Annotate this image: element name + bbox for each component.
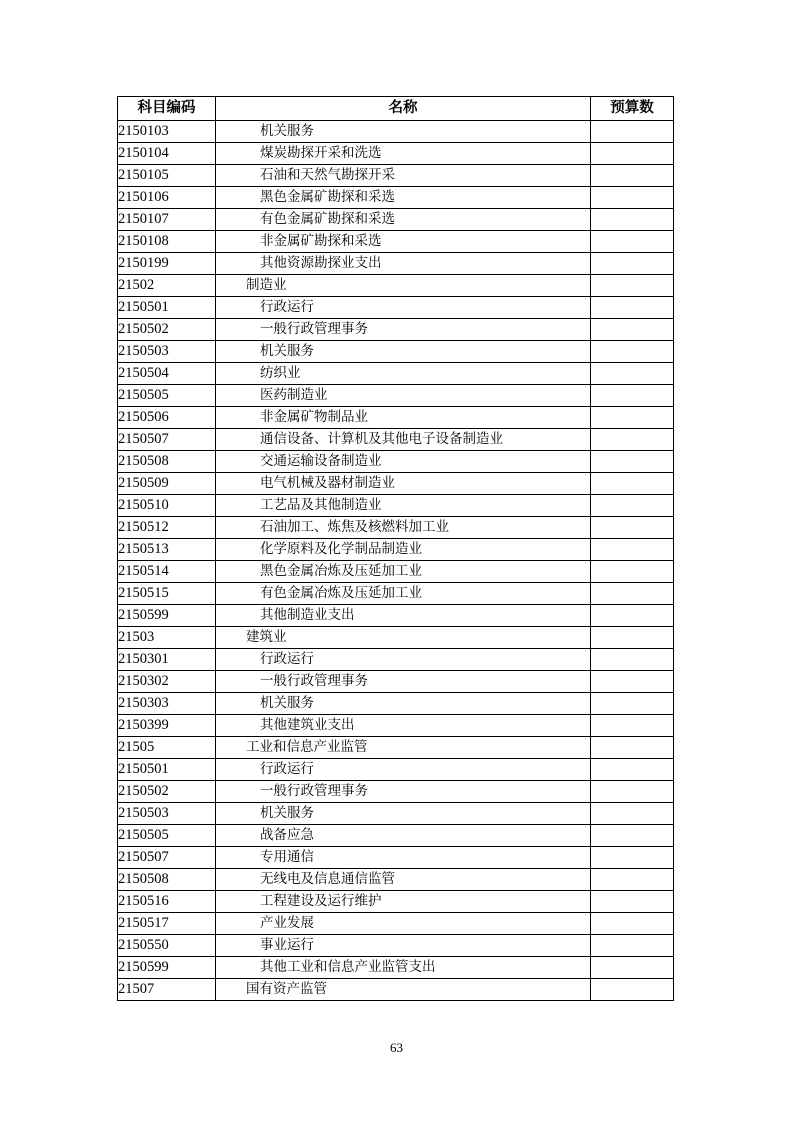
header-row xyxy=(118,97,674,121)
table-row xyxy=(118,143,674,165)
row-code: 2150502 xyxy=(118,319,216,341)
table-row xyxy=(118,341,674,363)
row-name: 战备应急 xyxy=(216,825,591,847)
row-amount xyxy=(591,429,674,451)
row-name: 交通运输设备制造业 xyxy=(216,451,591,473)
table-row xyxy=(118,781,674,803)
table-row xyxy=(118,649,674,671)
row-code: 2150505 xyxy=(118,825,216,847)
row-amount xyxy=(591,165,674,187)
row-amount xyxy=(591,671,674,693)
row-name: 行政运行 xyxy=(216,649,591,671)
row-amount xyxy=(591,957,674,979)
row-amount xyxy=(591,649,674,671)
row-name: 煤炭勘探开采和洗选 xyxy=(216,143,591,165)
row-amount xyxy=(591,319,674,341)
row-amount xyxy=(591,869,674,891)
row-code: 2150503 xyxy=(118,803,216,825)
table-row xyxy=(118,209,674,231)
row-code: 2150504 xyxy=(118,363,216,385)
row-code: 2150302 xyxy=(118,671,216,693)
row-name: 其他资源勘探业支出 xyxy=(216,253,591,275)
row-name: 专用通信 xyxy=(216,847,591,869)
row-amount xyxy=(591,825,674,847)
row-code: 2150508 xyxy=(118,869,216,891)
row-name: 化学原料及化学制品制造业 xyxy=(216,539,591,561)
row-name: 行政运行 xyxy=(216,297,591,319)
row-amount xyxy=(591,737,674,759)
row-amount xyxy=(591,231,674,253)
table-row xyxy=(118,231,674,253)
row-code: 21502 xyxy=(118,275,216,297)
page-number: 63 xyxy=(390,1040,403,1055)
row-name: 其他工业和信息产业监管支出 xyxy=(216,957,591,979)
row-amount xyxy=(591,605,674,627)
row-amount xyxy=(591,539,674,561)
table-row xyxy=(118,803,674,825)
row-amount xyxy=(591,781,674,803)
table-row xyxy=(118,165,674,187)
row-amount xyxy=(591,847,674,869)
table-row xyxy=(118,935,674,957)
table-row xyxy=(118,363,674,385)
header-code: 科目编码 xyxy=(118,97,216,121)
row-name: 机关服务 xyxy=(216,341,591,363)
row-code: 2150501 xyxy=(118,759,216,781)
row-amount xyxy=(591,693,674,715)
table-row xyxy=(118,759,674,781)
row-amount xyxy=(591,715,674,737)
table-row xyxy=(118,187,674,209)
row-code: 2150399 xyxy=(118,715,216,737)
row-amount xyxy=(591,121,674,143)
row-name: 行政运行 xyxy=(216,759,591,781)
row-code: 2150303 xyxy=(118,693,216,715)
row-code: 2150301 xyxy=(118,649,216,671)
table-row xyxy=(118,297,674,319)
row-name: 机关服务 xyxy=(216,803,591,825)
row-amount xyxy=(591,473,674,495)
row-amount xyxy=(591,891,674,913)
table-row xyxy=(118,429,674,451)
row-amount xyxy=(591,253,674,275)
table-row xyxy=(118,847,674,869)
row-code: 2150502 xyxy=(118,781,216,803)
row-name: 有色金属冶炼及压延加工业 xyxy=(216,583,591,605)
row-code: 2150508 xyxy=(118,451,216,473)
row-code: 2150510 xyxy=(118,495,216,517)
row-amount xyxy=(591,385,674,407)
row-code: 2150199 xyxy=(118,253,216,275)
row-amount xyxy=(591,451,674,473)
row-name: 医药制造业 xyxy=(216,385,591,407)
row-name: 非金属矿物制品业 xyxy=(216,407,591,429)
row-code: 2150505 xyxy=(118,385,216,407)
row-name: 一般行政管理事务 xyxy=(216,781,591,803)
table-row xyxy=(118,407,674,429)
row-amount xyxy=(591,143,674,165)
row-name: 黑色金属矿勘探和采选 xyxy=(216,187,591,209)
row-name: 黑色金属冶炼及压延加工业 xyxy=(216,561,591,583)
row-name: 事业运行 xyxy=(216,935,591,957)
row-code: 2150507 xyxy=(118,429,216,451)
row-name: 一般行政管理事务 xyxy=(216,319,591,341)
row-code: 2150515 xyxy=(118,583,216,605)
table-row xyxy=(118,495,674,517)
row-name: 无线电及信息通信监管 xyxy=(216,869,591,891)
row-code: 2150103 xyxy=(118,121,216,143)
row-code: 21503 xyxy=(118,627,216,649)
table-row xyxy=(118,385,674,407)
row-name: 石油和天然气勘探开采 xyxy=(216,165,591,187)
table-row xyxy=(118,737,674,759)
row-code: 21505 xyxy=(118,737,216,759)
budget-table xyxy=(117,96,674,1001)
header-name: 名称 xyxy=(216,97,591,121)
table-header xyxy=(118,97,674,121)
row-name: 制造业 xyxy=(216,275,591,297)
row-name: 工程建设及运行维护 xyxy=(216,891,591,913)
table-row xyxy=(118,957,674,979)
row-name: 建筑业 xyxy=(216,627,591,649)
row-code: 2150106 xyxy=(118,187,216,209)
row-name: 有色金属矿勘探和采选 xyxy=(216,209,591,231)
table-row xyxy=(118,671,674,693)
row-name: 机关服务 xyxy=(216,693,591,715)
row-code: 2150108 xyxy=(118,231,216,253)
row-name: 通信设备、计算机及其他电子设备制造业 xyxy=(216,429,591,451)
table-row xyxy=(118,517,674,539)
row-code: 2150514 xyxy=(118,561,216,583)
table-row xyxy=(118,275,674,297)
row-code: 2150550 xyxy=(118,935,216,957)
table-row xyxy=(118,253,674,275)
row-name: 其他制造业支出 xyxy=(216,605,591,627)
row-code: 2150506 xyxy=(118,407,216,429)
table-row xyxy=(118,627,674,649)
row-name: 机关服务 xyxy=(216,121,591,143)
row-amount xyxy=(591,517,674,539)
table-row xyxy=(118,583,674,605)
table-row xyxy=(118,561,674,583)
header-amount: 预算数 xyxy=(591,97,674,121)
table-row xyxy=(118,121,674,143)
row-code: 2150599 xyxy=(118,957,216,979)
table-row xyxy=(118,715,674,737)
row-name: 纺织业 xyxy=(216,363,591,385)
row-code: 2150503 xyxy=(118,341,216,363)
row-code: 2150512 xyxy=(118,517,216,539)
row-amount xyxy=(591,979,674,1001)
table-body xyxy=(118,121,674,1001)
row-amount xyxy=(591,583,674,605)
row-name: 其他建筑业支出 xyxy=(216,715,591,737)
row-name: 非金属矿勘探和采选 xyxy=(216,231,591,253)
row-name: 一般行政管理事务 xyxy=(216,671,591,693)
row-amount xyxy=(591,495,674,517)
row-name: 工业和信息产业监管 xyxy=(216,737,591,759)
row-name: 产业发展 xyxy=(216,913,591,935)
row-amount xyxy=(591,275,674,297)
row-code: 2150517 xyxy=(118,913,216,935)
table-row xyxy=(118,891,674,913)
table-row xyxy=(118,693,674,715)
row-amount xyxy=(591,209,674,231)
row-amount xyxy=(591,759,674,781)
row-amount xyxy=(591,187,674,209)
table-row xyxy=(118,451,674,473)
row-code: 2150507 xyxy=(118,847,216,869)
row-amount xyxy=(591,627,674,649)
row-code: 2150501 xyxy=(118,297,216,319)
row-amount xyxy=(591,363,674,385)
row-code: 2150509 xyxy=(118,473,216,495)
row-amount xyxy=(591,803,674,825)
table-row xyxy=(118,979,674,1001)
row-name: 石油加工、炼焦及核燃料加工业 xyxy=(216,517,591,539)
row-code: 21507 xyxy=(118,979,216,1001)
row-code: 2150105 xyxy=(118,165,216,187)
row-amount xyxy=(591,297,674,319)
row-amount xyxy=(591,561,674,583)
row-code: 2150516 xyxy=(118,891,216,913)
row-amount xyxy=(591,913,674,935)
row-name: 电气机械及器材制造业 xyxy=(216,473,591,495)
row-code: 2150107 xyxy=(118,209,216,231)
row-code: 2150513 xyxy=(118,539,216,561)
row-amount xyxy=(591,407,674,429)
row-code: 2150599 xyxy=(118,605,216,627)
table-row xyxy=(118,473,674,495)
row-name: 工艺品及其他制造业 xyxy=(216,495,591,517)
row-amount xyxy=(591,935,674,957)
row-amount xyxy=(591,341,674,363)
table-row xyxy=(118,605,674,627)
table-row xyxy=(118,319,674,341)
row-code: 2150104 xyxy=(118,143,216,165)
table-row xyxy=(118,825,674,847)
table-row xyxy=(118,869,674,891)
row-name: 国有资产监管 xyxy=(216,979,591,1001)
table-row xyxy=(118,913,674,935)
table-row xyxy=(118,539,674,561)
